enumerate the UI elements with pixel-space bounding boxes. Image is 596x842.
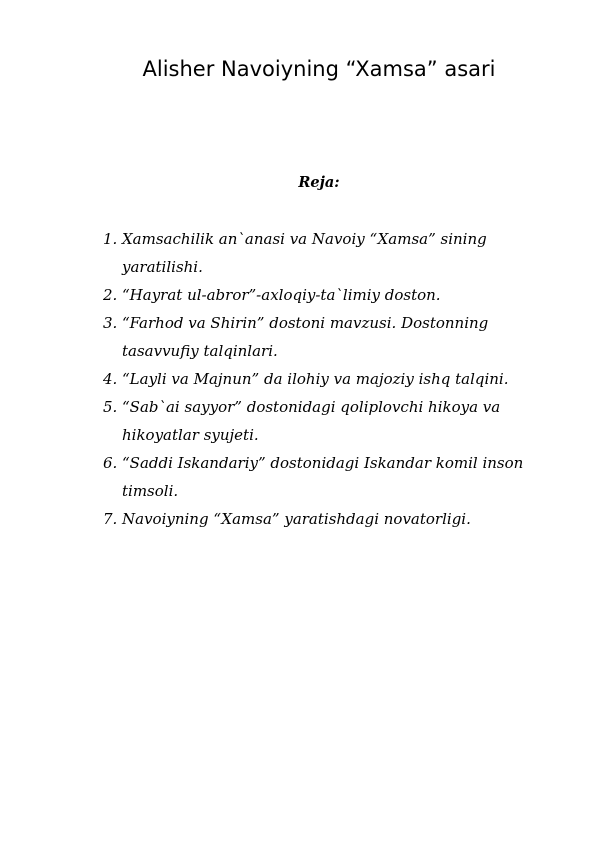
plan-item-5 — [100, 393, 560, 449]
plan-item-text: “Farhod va Shirin” dostoni mavzusi. Dostonning tasavvufiy talqinlari. — [122, 314, 489, 360]
plan-item-2 — [100, 281, 560, 309]
plan-item-3 — [100, 309, 560, 365]
plan-item-4 — [100, 365, 560, 393]
plan-item-number: 4. — [103, 370, 118, 388]
plan-item-text: “Hayrat ul-abror”-axloqiy-ta`limiy doston. — [122, 286, 441, 304]
plan-item-number: 7. — [103, 510, 118, 528]
plan-item-text: Xamsachilik an`anasi va Navoiy “Xamsa” sining yaratilishi. — [122, 230, 487, 276]
plan-item-number: 2. — [103, 286, 118, 304]
plan-item-number: 5. — [103, 398, 118, 416]
plan-item-text: Navoiyning “Xamsa” yaratishdagi novatorligi. — [122, 510, 471, 528]
plan-item-6 — [100, 449, 560, 505]
plan-item-7 — [100, 505, 560, 533]
plan-heading: Reja: — [298, 174, 340, 191]
plan-item-1 — [100, 225, 560, 281]
plan-item-text: “Saddi Iskandariy” dostonidagi Iskandar komil inson timsoli. — [122, 454, 524, 500]
plan-item-number: 6. — [103, 454, 118, 472]
plan-item-text: “Sab`ai sayyor” dostonidagi qoliplovchi hikoya va hikoyatlar syujeti. — [122, 398, 501, 444]
plan-item-text: “Layli va Majnun” da ilohiy va majoziy ishq talqini. — [122, 370, 509, 388]
plan-item-number: 3. — [103, 314, 118, 332]
plan-list — [100, 225, 560, 533]
plan-item-number: 1. — [103, 230, 118, 248]
document-title: Alisher Navoiyning “Xamsa” asari — [142, 57, 496, 81]
